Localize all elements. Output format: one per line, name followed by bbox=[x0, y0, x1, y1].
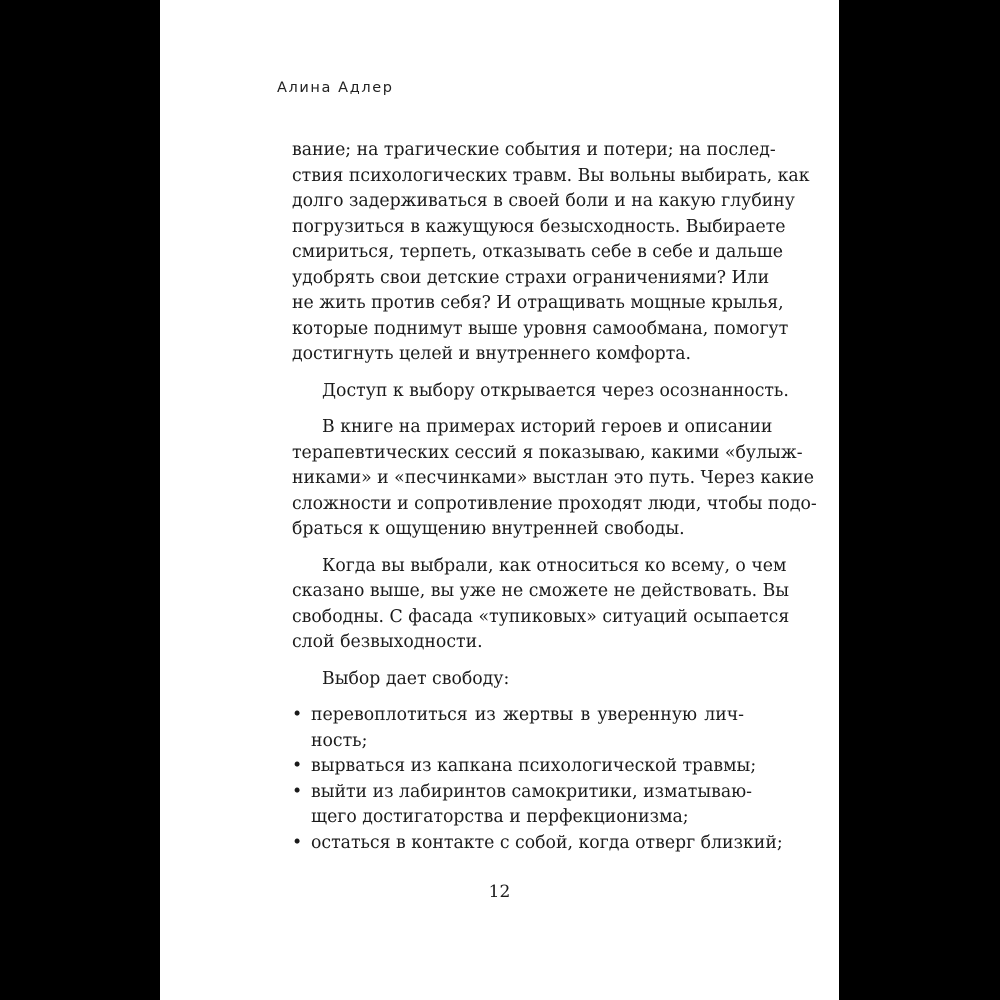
text-line: В книге на примерах историй героев и описании bbox=[322, 417, 773, 437]
paragraph bbox=[292, 554, 790, 656]
text-line: достигнуть целей и внутреннего комфорта. bbox=[292, 344, 692, 364]
bullet-marker: • bbox=[292, 705, 303, 725]
text-line: браться к ощущению внутренней свободы. bbox=[292, 519, 685, 539]
text-line: никами» и «песчинками» выстлан это путь. Через какие bbox=[292, 468, 814, 488]
page-number: 12 bbox=[488, 882, 511, 902]
list-item-text: перевоплотиться из жертвы в уверенную лич- bbox=[311, 705, 744, 725]
text-line: Выбор дает свободу: bbox=[322, 668, 510, 689]
list-item bbox=[292, 754, 757, 780]
text-line: слой безвыходности. bbox=[292, 632, 483, 652]
text-line: погрузиться в кажущуюся безысходность. Выбираете bbox=[292, 216, 786, 237]
list-item-text: щего достигаторства и перфекционизма; bbox=[311, 807, 689, 827]
text-line: не жить против себя? И отращивать мощные крылья, bbox=[292, 293, 784, 313]
paragraph bbox=[292, 667, 744, 693]
text-line: вание; на трагические события и потери; на послед- bbox=[292, 140, 776, 160]
bullet-marker: • bbox=[292, 832, 303, 853]
bullet-marker: • bbox=[292, 781, 303, 802]
paragraph bbox=[292, 379, 789, 405]
text-line: сказано выше, вы уже не сможете не действовать. Вы bbox=[292, 581, 790, 601]
text-line: долго задерживаться в своей боли и на какую глубину bbox=[292, 191, 795, 211]
text-line: терапевтических сессий я показываю, какими «булыж- bbox=[292, 442, 803, 463]
paragraph bbox=[292, 138, 810, 368]
page-body bbox=[292, 138, 817, 856]
text-line: Доступ к выбору открывается через осознанность. bbox=[322, 380, 789, 401]
list-item bbox=[292, 780, 753, 831]
list-item-text: вырваться из капкана психологической травмы; bbox=[311, 756, 757, 776]
list-item bbox=[292, 703, 744, 754]
text-line: которые поднимут выше уровня самообмана, помогут bbox=[292, 318, 789, 339]
bullet-list bbox=[292, 703, 783, 856]
text-line: удобрять свои детские страхи ограничениями? Или bbox=[292, 267, 770, 288]
list-item-text: выйти из лабиринтов самокритики, изматываю- bbox=[311, 781, 753, 802]
list-item-text: ность; bbox=[311, 730, 368, 751]
text-line: свободны. С фасада «тупиковых» ситуаций осыпается bbox=[292, 606, 790, 627]
list-item bbox=[292, 831, 783, 857]
list-item-text: остаться в контакте с собой, когда отверг близкий; bbox=[311, 832, 783, 853]
running-header-author: Алина Адлер bbox=[277, 80, 394, 96]
text-line: смириться, терпеть, отказывать себе в себе и дальше bbox=[292, 242, 783, 262]
text-line: Когда вы выбрали, как относиться ко всему, о чем bbox=[322, 555, 787, 576]
paragraph bbox=[292, 415, 817, 543]
text-line: сложности и сопротивление проходят люди, чтобы подо- bbox=[292, 493, 817, 514]
text-line: ствия психологических травм. Вы вольны выбирать, как bbox=[292, 165, 810, 186]
bullet-marker: • bbox=[292, 756, 303, 776]
book-page bbox=[160, 0, 839, 1000]
